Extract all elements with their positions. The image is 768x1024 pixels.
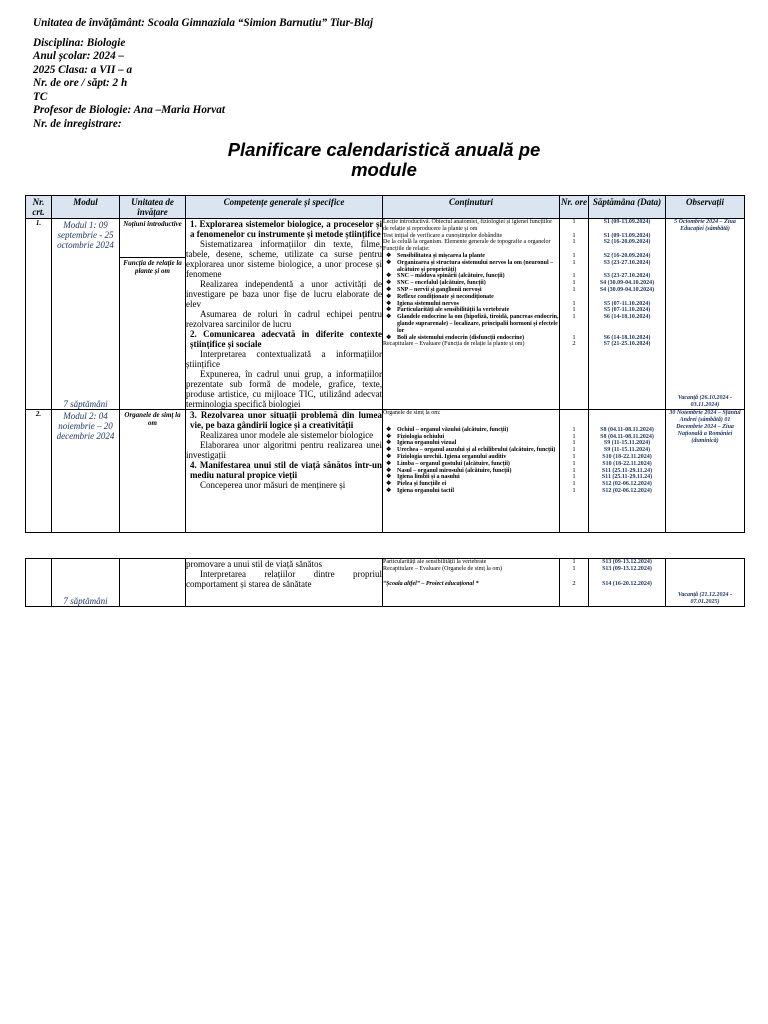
competences-cell — [186, 219, 383, 410]
weeks-cell — [589, 410, 666, 533]
general-competence: 1. Explorarea sistemelor biologice, a proceselor și a fenomenelor cu instrumente și metode științifice — [190, 219, 382, 239]
content-item: Particularități ale sensibilității la vertebrate — [383, 559, 487, 565]
hours-value: 1 — [572, 480, 576, 488]
specific-competence: promovare a unui stil de viață sănătos — [186, 559, 322, 569]
hours-value: 1 — [572, 258, 576, 266]
general-competence: 2. Comunicarea adecvată în diferite contexte științifice și sociale — [190, 329, 382, 349]
content-bullet-item: ❖ Glandele endocrine la om (hipofiză, tiroidă, pancreas endocrin, glande suprarenale) – localizare, principalii hormoni și efectele lor — [383, 314, 559, 334]
specific-competence: Interpretarea relațiilor dintre propriul comportament și starea de sănătate — [186, 569, 382, 589]
content-item: Funcțiile de relație: — [383, 246, 430, 253]
week-value: S5 (07-11.10.2024) — [603, 307, 651, 314]
week-value: S1 (09-13.09.2024) — [603, 219, 651, 225]
hours-value: 1 — [572, 238, 576, 246]
document-title — [0, 140, 768, 180]
header-hours: Nr. ore — [560, 196, 589, 219]
header-observations: Observații — [666, 196, 745, 219]
header-contents: Conținuturi — [383, 196, 560, 219]
registration-line: Nr. de inregistrare: — [33, 117, 122, 130]
document-header — [33, 17, 593, 131]
week-value: S10 (18-22.11.2024) — [602, 453, 652, 460]
hours-value: 1 — [572, 299, 576, 307]
hours-value: 1 — [572, 218, 576, 225]
content-item: Lecție introductivă. Obiectul anatomiei, fiziologiei și igienei funcțiilor de relație și reproducere la plante și om — [383, 219, 553, 232]
content-bullet-item: ❖ Igiena sistemului nervos — [383, 301, 559, 308]
week-value: S4 (30.09-04.10.2024) — [599, 286, 655, 293]
title-line-1: Planificare calendaristică anuală pe — [227, 139, 541, 160]
vacation-note: Vacanță (21.12.2024 - 07.01.2025) — [678, 592, 732, 605]
general-competence: 3. Rezolvarea unor situații problemă din lumea vie, pe baza gândirii logice și a creativității — [190, 410, 382, 430]
week-value: S8 (04.11-08.11.2024) — [600, 433, 654, 440]
module-cell — [52, 219, 120, 410]
hours-value: 1 — [572, 564, 576, 572]
week-value: S2 (16-20.09.2024) — [603, 252, 651, 259]
competences-list — [186, 410, 382, 490]
week-value: S14 (16-20.12.2024) — [602, 580, 652, 587]
school-year-line-1: Anul școlar: 2024 – — [33, 50, 125, 62]
module-title: Modul 2: 04 noiembrie – 20 decembrie 2024 — [56, 411, 115, 441]
content-bullet-item: ❖ Pielea și funcțiile ei — [383, 481, 559, 488]
week-value: S8 (04.11-08.11.2024) — [600, 426, 654, 433]
hours-value: 1 — [572, 306, 576, 314]
specific-competence: Sistematizarea informațiilor din texte, filme, tabele, desene, scheme, utilizate ca surse pentru explorarea unor sisteme biologice, a unor procese și fenomene — [186, 239, 382, 279]
hours-value: 1 — [572, 486, 576, 494]
content-bullet-item: ❖ Urechea – organul auzului și al echilibrului (alcătuire, funcții) — [383, 447, 559, 454]
specific-competence: Realizarea independentă a unor activități de investigare pe baza unor fișe de lucru elaborate de elev — [186, 279, 382, 309]
content-bullet-item: ❖ Igiena limbii și a nasului — [383, 474, 559, 481]
hours-cell — [560, 559, 589, 607]
contents-list — [383, 410, 559, 495]
school-line: Unitatea de învățământ: Scoala Gimnaziala “Simion Barnutiu” Tiur-Blaj — [33, 17, 373, 29]
content-item: Recapitulare – Evaluare (Organele de simț la om) — [383, 565, 503, 572]
planning-table-continuation — [25, 558, 745, 607]
week-value: S6 (14-18.10.2024) — [603, 334, 651, 341]
hours-value: 1 — [572, 558, 576, 565]
module-cell — [52, 559, 120, 607]
content-bullet-item: ❖ SNP – nervii și ganglionii nervoși — [383, 287, 559, 294]
unit-relation: Funcția de relație la plante și om — [120, 257, 185, 276]
week-value: S12 (02-06.12.2024) — [602, 481, 652, 488]
hours-value: 1 — [572, 231, 576, 239]
content-bullet-item: ❖ Ochiul – organul văzului (alcătuire, funcții) — [383, 427, 559, 434]
hours-value: 2 — [572, 579, 576, 587]
specific-competence: Asumarea de roluri în cadrul echipei pentru rezolvarea sarcinilor de lucru — [186, 309, 382, 329]
observation-note: 30 Noiembrie 2024 – Sfântul Andrei (sâmbătă) 01 Decembrie 2024 – Ziua Națională a României (duminică) — [669, 410, 741, 444]
contents-cell — [383, 219, 560, 410]
header-competences: Competențe generale și specifice — [186, 196, 383, 219]
content-bullet-item: ❖ Sensibilitatea și mișcarea la plante — [383, 253, 559, 260]
table-row — [26, 559, 745, 607]
hours-value: 2 — [572, 340, 576, 348]
hours-value: 1 — [572, 285, 576, 293]
week-value: S3 (23-27.10.2024) — [603, 259, 651, 266]
observation-note: 5 Octombrie 2024 – Ziua Educației (sâmbătă) — [674, 219, 736, 232]
contents-cell — [383, 410, 560, 533]
row-number: 2. — [26, 410, 52, 533]
general-competence: 4. Manifestarea unui stil de viață sănătos într-un mediu natural propice vieții — [190, 460, 382, 480]
hours-value: 1 — [572, 459, 576, 467]
header-module: Modul — [52, 196, 120, 219]
contents-list — [383, 559, 559, 587]
week-value: S12 (02-06.12.2024) — [602, 487, 652, 494]
table-row — [26, 410, 745, 533]
content-bullet-item: ❖ SNC – măduva spinării (alcătuire, funcții) — [383, 273, 559, 280]
competences-cell — [186, 410, 383, 533]
header-unit: Unitatea de învățare — [120, 196, 186, 219]
observations-cell — [666, 219, 745, 410]
content-bullet-item: ❖ Limba – organul gustului (alcătuire, funcții) — [383, 461, 559, 468]
week-value: S11 (25.11-29.11.24) — [601, 467, 653, 474]
module-weeks: 7 săptămâni — [63, 596, 108, 606]
hours-line-1: Nr. de ore / săpt: 2 h — [33, 77, 128, 89]
unit-cell — [120, 559, 186, 607]
unit-intro: Noțiuni introductive — [123, 220, 182, 228]
hours-value: 1 — [572, 466, 576, 474]
week-value: S13 (09-13.12.2024) — [602, 559, 652, 565]
content-bullet-item: ❖ Organizarea și structura sistemului nervos la om (neuronul – alcătuire și proprietăți) — [383, 260, 559, 274]
content-bullet-item: ❖ Boli ale sistemului endocrin (disfuncții endocrine) — [383, 335, 559, 342]
week-value: S13 (09-13.12.2024) — [602, 565, 652, 572]
hours-value: 1 — [572, 272, 576, 280]
week-value: S9 (11-15.11.2024) — [603, 440, 651, 447]
content-bullet-item: ❖ Fiziologia urechii. Igiena organului auditiv — [383, 454, 559, 461]
hours-value: 1 — [572, 473, 576, 481]
hours-value: 1 — [572, 279, 576, 287]
title-line-2: module — [351, 159, 417, 180]
week-value: S10 (18-22.11.2024) — [602, 460, 652, 467]
content-item: Organele de simț la om: — [383, 410, 441, 416]
hours-value: 1 — [572, 452, 576, 460]
specific-competence: Interpretarea contextualizată a informațiilor științifice — [186, 349, 382, 369]
specific-competence: Conceperea unor măsuri de menținere și — [200, 480, 346, 490]
content-item: Test inițial de verificare a cunoștințelor dobândite — [383, 232, 503, 239]
unit-cell — [120, 410, 186, 533]
week-value: S7 (21-25.10.2024) — [603, 341, 651, 348]
content-bullet-item: ❖ Particularități ale sensibilității la vertebrate — [383, 307, 559, 314]
hours-value: 1 — [572, 251, 576, 259]
module-cell — [52, 410, 120, 533]
table-row — [26, 219, 745, 410]
row-number — [26, 559, 52, 607]
content-bullet-item: ❖ Reflexe condiționate și necondiționate — [383, 294, 559, 301]
header-week: Săptămâna (Data) — [589, 196, 666, 219]
week-value: S5 (07-11.10.2024) — [603, 300, 651, 307]
specific-competence: Realizarea unor modele ale sistemelor biologice — [200, 430, 374, 440]
weeks-cell — [589, 559, 666, 607]
hours-value: 1 — [572, 446, 576, 454]
content-bullet-item: ❖ Fiziologia ochiului — [383, 434, 559, 441]
hours-value: 1 — [572, 333, 576, 341]
week-value: S2 (16-20.09.2024) — [603, 239, 651, 246]
hours-value: 1 — [572, 313, 576, 321]
module-weeks: 7 săptămâni — [63, 399, 108, 409]
vacation-note: Vacanță (26.10.2024 - 03.11.2024) — [678, 395, 732, 408]
hours-line-2: TC — [33, 90, 48, 103]
contents-cell — [383, 559, 560, 607]
hours-value: 1 — [572, 432, 576, 440]
unit-cell — [120, 219, 186, 410]
teacher-line: Profesor de Biologie: Ana –Maria Horvat — [33, 104, 225, 116]
discipline-line: Disciplina: Biologie — [33, 36, 126, 49]
week-value: S3 (23-27.10.2024) — [603, 273, 651, 280]
week-value: S4 (30.09-04.10.2024) — [599, 280, 655, 287]
hours-cell — [560, 410, 589, 533]
weeks-cell — [589, 219, 666, 410]
specific-competence: Elaborarea unor algoritmi pentru realizarea unei investigații — [186, 440, 382, 460]
week-value: S6 (14-18.10.2024) — [603, 314, 651, 321]
content-bullet-item: ❖ Nasul – organul mirosului (alcătuire, funcții) — [383, 468, 559, 475]
content-item: “Școala altfel” – Proiect educațional * — [383, 580, 479, 587]
week-value: S11 (25.11-29.11.24) — [601, 474, 653, 481]
specific-competence: Expunerea, în cadrul unui grup, a informațiilor prezentate sub formă de modele, grafice, texte, produse artistice, cu mijloace TIC, utilizând adecvat terminologia specifică biologiei — [186, 369, 382, 409]
hours-value: 1 — [572, 439, 576, 447]
content-item: Recapitulare – Evaluare (Funcția de relație la plante și om) — [383, 341, 525, 348]
observations-cell — [666, 559, 745, 607]
header-nr: Nr. crt. — [26, 196, 52, 219]
hours-value: 1 — [572, 425, 576, 433]
content-bullet-item: ❖ SNC – encefalul (alcătuire, funcții) — [383, 280, 559, 287]
contents-list — [383, 219, 559, 348]
planning-table — [25, 195, 745, 533]
observations-cell — [666, 410, 745, 533]
school-year-line-2: 2025 Clasa: a VII – a — [33, 63, 133, 76]
competences-list — [186, 219, 382, 409]
content-bullet-item: ❖ Igiena organului tactil — [383, 488, 559, 495]
week-value: S1 (09-13.09.2024) — [603, 232, 651, 239]
unit-senses: Organele de simț la om — [124, 411, 181, 427]
competences-cell — [186, 559, 383, 607]
competences-list — [186, 559, 382, 589]
content-item: De la celulă la organism. Elemente generale de topografie a organelor — [383, 239, 551, 246]
content-bullet-item: ❖ Igiena organului vizual — [383, 440, 559, 447]
module-title: Modul 1: 09 septembrie - 25 octombrie 2024 — [57, 220, 114, 250]
row-number: 1. — [26, 219, 52, 410]
week-value: S9 (11-15.11.2024) — [603, 447, 651, 454]
hours-cell — [560, 219, 589, 410]
